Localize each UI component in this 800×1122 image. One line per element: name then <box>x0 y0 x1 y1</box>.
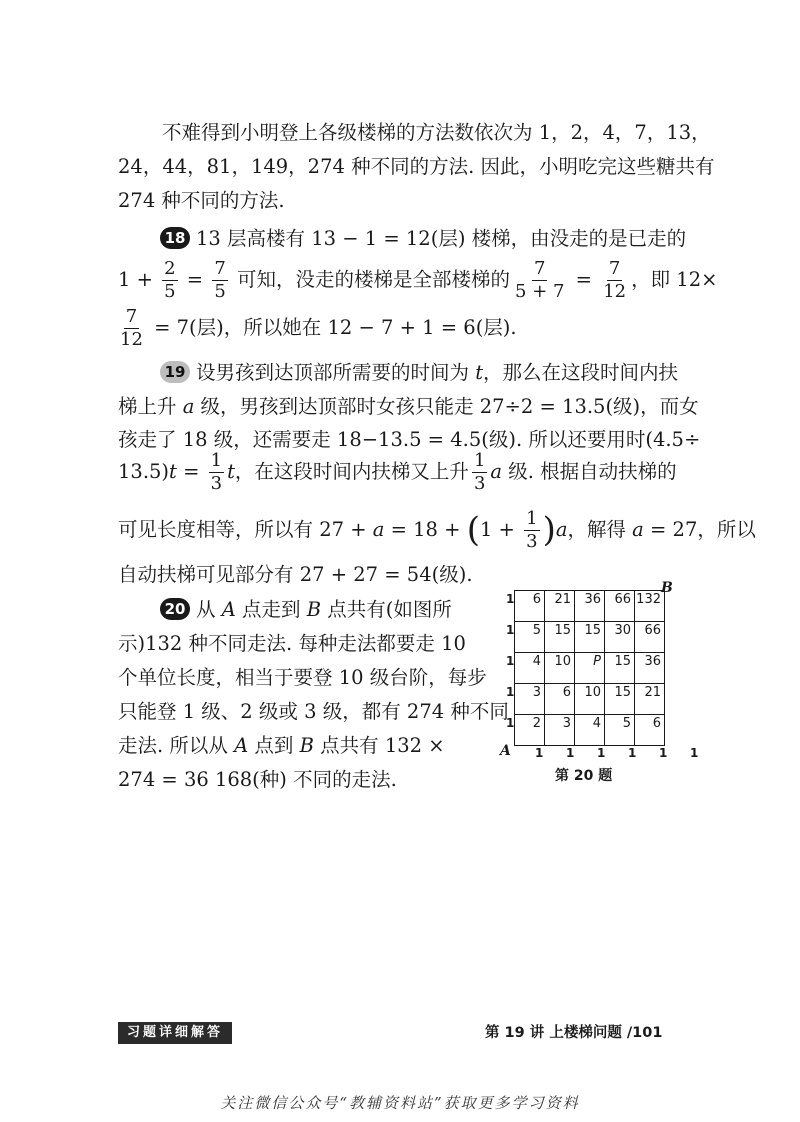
q18-l3: = 7(层)，所以她在 12 − 7 + 1 = 6(层). <box>147 316 517 339</box>
grid-cell: 30 <box>605 622 635 653</box>
para1-line1: 不难得到小明登上各级楼梯的方法数依次为 1，2，4，7，13， <box>162 121 711 144</box>
bottom-one-label: 1 <box>535 746 544 760</box>
q18-frac2: $\frac{7}{5}$ <box>214 258 226 302</box>
q18-l2d: = <box>569 268 599 291</box>
left-one-label: 1 <box>506 654 515 668</box>
grid-cell: 6 <box>635 715 665 746</box>
section-tag: 习题详细解答 <box>118 1022 232 1044</box>
q19-line5: 可见长度相等，所以有 27 + a = 18 + (1 + $\frac{1}{3}$ )a，解得 a = 27，所以 <box>118 508 756 552</box>
grid-cell: 36 <box>635 653 665 684</box>
left-one-label: 1 <box>506 716 515 730</box>
chapter-page-label: 第 19 讲 上楼梯问题 /101 <box>485 1025 663 1041</box>
para1-line3: 274 种不同的方法. <box>118 189 285 212</box>
grid-cell: 5 <box>605 715 635 746</box>
q19-line6: 自动扶梯可见部分有 27 + 27 = 54(级). <box>118 563 473 586</box>
q18-badge: 18 <box>160 227 190 249</box>
grid-cell: 5 <box>515 622 545 653</box>
q19-line3: 孩走了 18 级，还需要走 18−13.5 = 4.5(级). 所以还要用时(4.5÷ <box>118 428 701 451</box>
grid-row <box>515 684 665 715</box>
q18-text1: 13 层高楼有 13 − 1 = 12(层) 楼梯，由没走的是已走的 <box>196 227 687 250</box>
q20-line5: 走法. 所以从 A 点到 B 点共有 132 × <box>118 734 445 757</box>
grid-cell: 4 <box>515 653 545 684</box>
left-one-label: 1 <box>506 623 515 637</box>
grid-row <box>515 591 665 622</box>
grid-cell: 15 <box>575 622 605 653</box>
q18-l2c: 可知，没走的楼梯是全部楼梯的 <box>230 268 511 291</box>
grid-cell: 4 <box>575 715 605 746</box>
left-one-label: 1 <box>506 592 515 606</box>
grid-cell: 132 <box>635 591 665 622</box>
grid-cell: 2 <box>515 715 545 746</box>
point-a-label: A <box>500 743 511 759</box>
q18-frac1: $\frac{2}{5}$ <box>164 258 176 302</box>
q20-line6: 274 = 36 168(种) 不同的走法. <box>118 768 397 791</box>
promo-watermark-text: 关注微信公众号“教辅资料站”获取更多学习资料 <box>220 1094 580 1112</box>
q19-line2: 梯上升 a 级，男孩到达顶部时女孩只能走 27÷2 = 13.5(级)，而女 <box>118 395 699 418</box>
q19-frac3: $\frac{1}{3}$ <box>526 508 538 552</box>
q20-line4: 只能登 1 级、2 级或 3 级，都有 274 种不同 <box>118 700 509 723</box>
q20-line1: 20 从 A 点走到 B 点共有(如图所 <box>160 593 490 627</box>
path-count-grid <box>514 590 665 746</box>
bottom-one-label: 1 <box>628 746 637 760</box>
grid-cell: 10 <box>575 684 605 715</box>
grid-cell: 10 <box>545 653 575 684</box>
q18-frac5: $\frac{7}{12}$ <box>120 306 143 350</box>
grid-row <box>515 622 665 653</box>
figure-caption: 第 20 题 <box>555 768 613 784</box>
grid-row <box>515 653 665 684</box>
q19-frac1: $\frac{1}{3}$ <box>210 450 223 494</box>
bottom-one-label: 1 <box>566 746 575 760</box>
grid-cell: P <box>575 653 605 684</box>
grid-cell: 6 <box>515 591 545 622</box>
q18-line3 <box>118 300 693 356</box>
q18-l2b: = <box>180 268 210 291</box>
q18-l2e: ，即 12× <box>631 268 718 291</box>
q18-frac4: $\frac{7}{12}$ <box>603 258 627 302</box>
left-one-label: 1 <box>506 685 515 699</box>
q19-frac2: $\frac{1}{3}$ <box>473 450 486 494</box>
grid-cell: 6 <box>545 684 575 715</box>
grid-cell: 15 <box>605 653 635 684</box>
grid-cell: 21 <box>545 591 575 622</box>
q18-l2a: 1 + <box>118 268 160 291</box>
grid-cell: 15 <box>545 622 575 653</box>
q20-badge: 20 <box>160 598 190 620</box>
bottom-ones-row <box>535 746 721 760</box>
point-b-label: B <box>661 580 673 596</box>
q19-badge: 19 <box>160 361 190 383</box>
q18-frac3: $\frac{7}{5 + 7}$ <box>515 258 565 302</box>
grid-cell: 36 <box>575 591 605 622</box>
q20-line3: 个单位长度，相当于要登 10 级台阶，每步 <box>118 666 487 689</box>
q18-line1 <box>160 222 735 256</box>
grid-row <box>515 715 665 746</box>
grid-cell: 21 <box>635 684 665 715</box>
grid-figure <box>500 580 699 780</box>
bottom-one-label: 1 <box>659 746 668 760</box>
q19-line1: 19 设男孩到达顶部所需要的时间为 t，那么在这段时间内扶 <box>160 356 735 390</box>
bottom-one-label: 1 <box>690 746 699 760</box>
grid-cell: 15 <box>605 684 635 715</box>
bottom-one-label: 1 <box>597 746 606 760</box>
q19-line4: 13.5)t = $\frac{1}{3}$ t，在这段时间内扶梯又上升 $\frac{1}{3}$ a 级. 根据自动扶梯的 <box>118 450 677 494</box>
grid-cell: 66 <box>605 591 635 622</box>
grid-cell: 3 <box>545 715 575 746</box>
grid-cell: 3 <box>515 684 545 715</box>
para1-line2: 24，44，81，149，274 种不同的方法. 因此，小明吃完这些糖共有 <box>118 155 715 178</box>
grid-cell: 66 <box>635 622 665 653</box>
q20-line2: 示)132 种不同走法. 每种走法都要走 10 <box>118 632 466 655</box>
